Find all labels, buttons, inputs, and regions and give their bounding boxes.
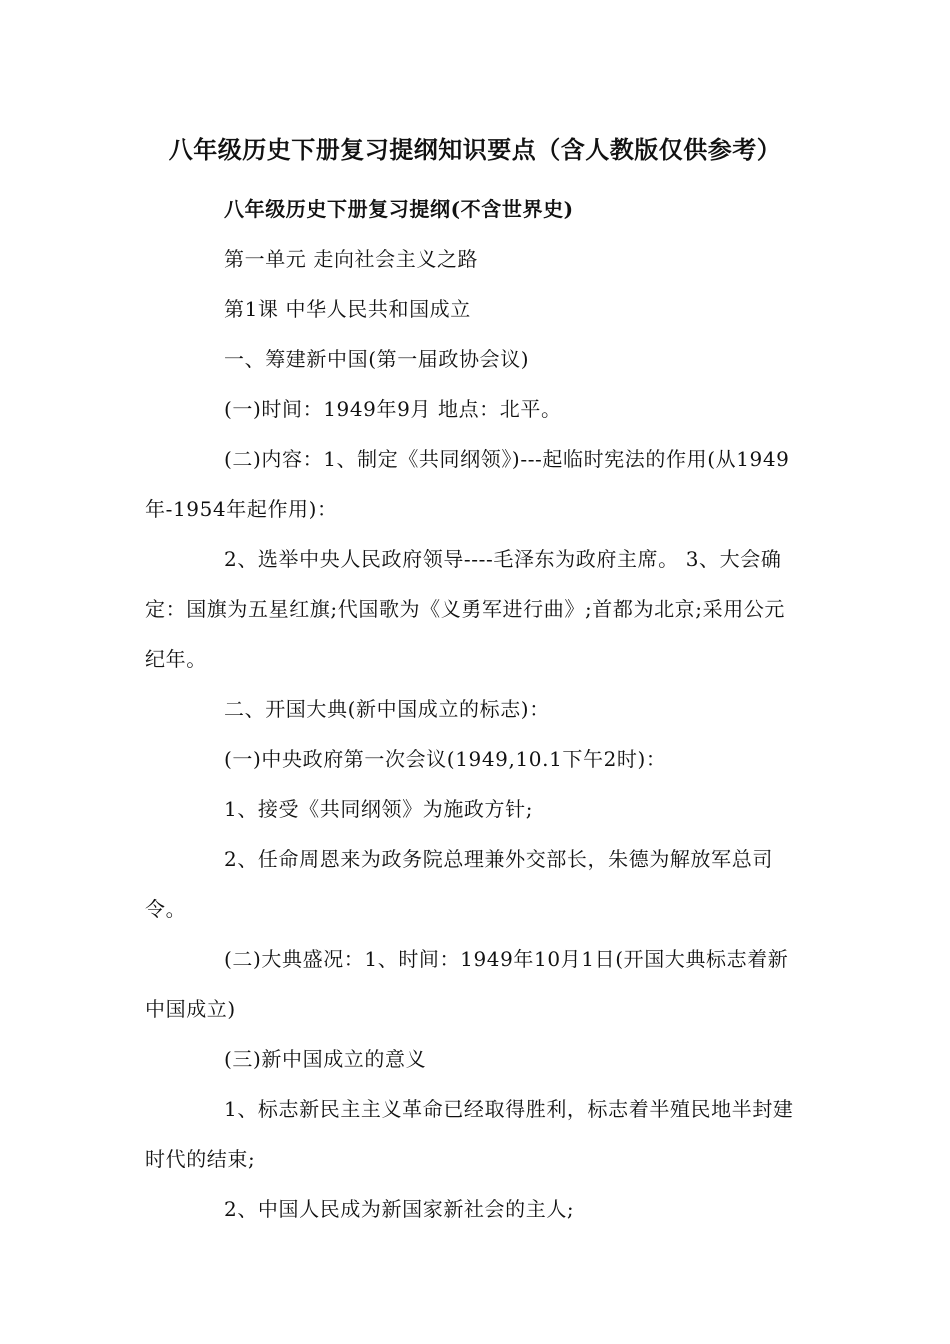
- paragraph: (三)新中国成立的意义: [224, 1047, 427, 1071]
- document-subtitle: 八年级历史下册复习提纲(不含世界史): [224, 197, 574, 221]
- paragraph: 2、选举中央人民政府领导----毛泽东为政府主席。 3、大会确定：国旗为五星红旗;代国歌为《义勇军进行曲》;首都为北京;采用公元纪年。: [145, 547, 786, 671]
- paragraph: 1、接受《共同纲领》为施政方针;: [224, 797, 534, 821]
- paragraph: 1、标志新民主主义革命已经取得胜利，标志着半殖民地半封建时代的结束;: [145, 1097, 794, 1171]
- lesson-heading: 第1课 中华人民共和国成立: [224, 297, 471, 321]
- section-heading: 一、筹建新中国(第一届政协会议): [224, 347, 530, 371]
- document-body: [145, 184, 805, 1234]
- paragraph: (二)大典盛况：1、时间：1949年10月1日(开国大典标志着新中国成立): [145, 947, 789, 1021]
- paragraph: (一)中央政府第一次会议(1949,10.1下午2时)：: [224, 747, 667, 771]
- paragraph: (二)内容：1、制定《共同纲领》)---起临时宪法的作用(从1949年-1954年起作用)：: [145, 447, 790, 521]
- paragraph: 2、任命周恩来为政务院总理兼外交部长，朱德为解放军总司令。: [145, 847, 773, 921]
- paragraph: (一)时间：1949年9月 地点：北平。: [224, 397, 562, 421]
- document-title: 八年级历史下册复习提纲知识要点（含人教版仅供参考）: [168, 135, 782, 164]
- unit-heading: 第一单元 走向社会主义之路: [224, 247, 479, 271]
- section-heading: 二、开国大典(新中国成立的标志)：: [224, 697, 550, 721]
- paragraph: 2、中国人民成为新国家新社会的主人;: [224, 1197, 575, 1221]
